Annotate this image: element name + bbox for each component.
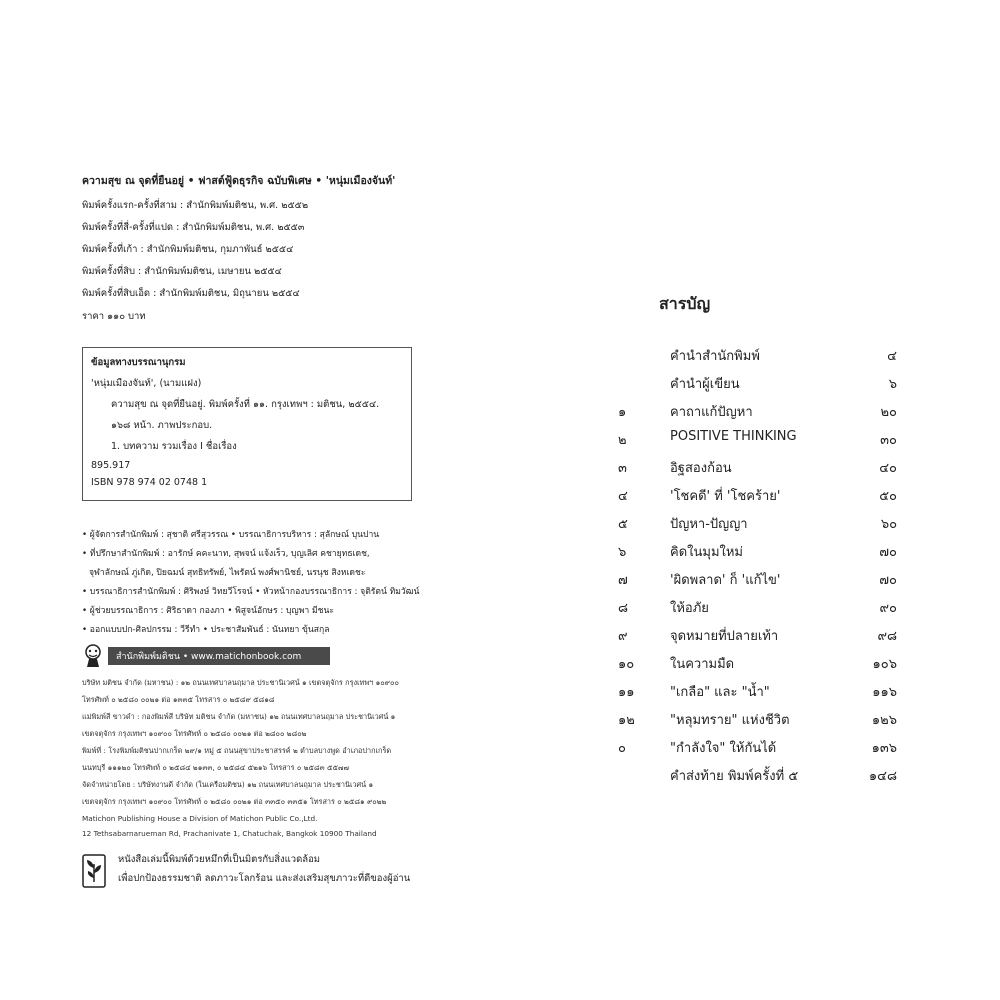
address-line: นนทบุรี ๑๑๑๒๐ โทรศัพท์ ๐ ๒๕๘๔ ๒๑๓๓, ๐ ๒๕๘๔ ๕๒๑๖ โทรสาร ๐ ๒๕๘๓ ๕๕๗๗ [82,763,349,772]
chapter-number: ๒ [618,433,627,448]
eco-note-line: เพื่อปกป้องธรรมชาติ ลดภาวะโลกร้อน และส่งเสริมสุขภาวะที่ดีของผู้อ่าน [118,873,411,884]
catalog-class-number: 895.917 [91,460,131,471]
page-number: ๑๔๘ [868,769,897,784]
chapter-number: ๓ [618,461,627,476]
chapter-number: ๔ [618,489,628,504]
chapter-title: อิฐสองก้อน [670,461,732,476]
chapter-number: ๘ [618,601,629,616]
publisher-bar [82,644,442,668]
chapter-number: ๑ [618,405,627,420]
toc-entry [615,597,905,625]
toc-entry [615,373,905,401]
page-number: ๗๐ [879,573,897,588]
page-number: ๔ [887,349,897,364]
toc-entry [615,401,905,429]
toc-entry [615,681,905,709]
table-of-contents [615,292,905,793]
chapter-number: ๖ [618,545,627,560]
page-number: ๑๒๖ [871,713,897,728]
catalog-description: ความสุข ณ จุดที่ยืนอยู่. พิมพ์ครั้งที่ ๑๑. กรุงเทพฯ : มติชน, ๒๕๕๔. [111,399,380,410]
page-number: ๑๐๖ [872,657,897,672]
printing-line: พิมพ์ครั้งที่เก้า : สำนักพิมพ์มติชน, กุมภาพันธ์ ๒๕๕๔ [82,244,294,255]
toc-entry [615,709,905,737]
imprint-page [82,172,442,890]
catalog-heading: ข้อมูลทางบรรณานุกรม [91,357,186,368]
page-number: ๙๘ [877,629,897,644]
page-number: ๙๐ [879,601,897,616]
address-line: Matichon Publishing House a Division of Matichon Public Co.,Ltd. [82,814,318,823]
chapter-number: ๑๐ [618,657,635,672]
credits-block [82,527,442,636]
chapter-title: "หลุมทราย" แห่งชีวิต [670,713,790,728]
printing-line: พิมพ์ครั้งที่สี่-ครั้งที่แปด : สำนักพิมพ์มติชน, พ.ศ. ๒๕๕๓ [82,222,305,233]
chapter-title: จุดหมายที่ปลายเท้า [670,629,779,644]
page-number: ๑๑๖ [872,685,897,700]
page-number: ๒๐ [880,405,897,420]
catalog-isbn: ISBN 978 974 02 0748 1 [91,477,208,488]
chapter-number: ๑๒ [618,713,635,728]
toc-entry [615,457,905,485]
chapter-number: ๙ [618,629,628,644]
toc-entry [615,541,905,569]
address-line: บริษัท มติชน จำกัด (มหาชน) : ๑๒ ถนนเทศบาลนฤมาล ประชานิเวศน์ ๑ เขตจตุจักร กรุงเทพฯ ๑๐๙๐๐ [82,678,399,687]
address-line: เขตจตุจักร กรุงเทพฯ ๑๐๙๐๐ โทรศัพท์ ๐ ๒๕๘๐ ๐๐๒๑ ต่อ ๒๘๐๐ ๒๘๐๒ [82,729,307,738]
chapter-title: ปัญหา-ปัญญา [670,517,748,532]
chapter-title: "เกลือ" และ "น้ำ" [670,685,770,700]
chapter-title: คาถาแก้ปัญหา [670,405,753,420]
page-number: ๔๐ [879,461,897,476]
address-line: พิมพ์ที่ : โรงพิมพ์มติชนปากเกร็ด ๒๙/๑ หมู่ ๕ ถนนสุขาประชาสรรค์ ๒ ตำบลบางพูด อำเภอปากเกร็ด [82,746,392,755]
chapter-title: คำนำสำนักพิมพ์ [670,349,760,364]
toc-entry [615,429,905,457]
credit-line: • ผู้จัดการสำนักพิมพ์ : สุชาติ ศรีสุวรรณ • บรรณาธิการบริหาร : สุลักษณ์ บุนปาน [82,530,380,540]
chapter-title: คำส่งท้าย พิมพ์ครั้งที่ ๕ [670,769,799,784]
chapter-title: 'โชคดี' ที่ 'โชคร้าย' [670,489,781,504]
chapter-title: "กำลังใจ" ให้กันได้ [670,741,777,756]
page-number: ๖ [888,377,897,392]
printing-line: พิมพ์ครั้งแรก-ครั้งที่สาม : สำนักพิมพ์มติชน, พ.ศ. ๒๕๕๒ [82,200,309,211]
address-block [82,678,442,838]
toc-title: สารบัญ [659,294,711,313]
chapter-title: ในความมืด [670,657,735,672]
toc-entry [615,513,905,541]
eco-note [82,852,442,890]
chapter-title: คิดในมุมใหม่ [670,545,743,560]
page-number: ๓๐ [880,433,897,448]
toc-entry [615,625,905,653]
book-title-line: ความสุข ณ จุดที่ยืนอยู่ • ฟาสต์ฟู้ดธุรกิจ ฉบับพิเศษ • 'หนุ่มเมืองจันท์' [82,175,396,187]
chapter-number: ๐ [618,741,626,756]
catalog-author: 'หนุ่มเมืองจันท์', (นามแฝง) [91,378,202,389]
address-line: 12 Tethsabarnarueman Rd, Prachanivate 1, Chatuchak, Bangkok 10900 Thailand [82,829,377,838]
chapter-title: ให้อภัย [670,601,709,616]
toc-entry [615,345,905,373]
toc-entry [615,653,905,681]
eco-leaf-icon [82,854,106,888]
toc-list [615,345,905,793]
printing-line: พิมพ์ครั้งที่สิบ : สำนักพิมพ์มติชน, เมษายน ๒๕๕๔ [82,266,282,277]
catalog-subjects: 1. บทความ รวมเรื่อง I ชื่อเรื่อง [111,441,237,452]
toc-entry [615,569,905,597]
eco-note-line: หนังสือเล่มนี้พิมพ์ด้วยหมึกที่เป็นมิตรกับสิ่งแวดล้อม [118,854,321,865]
credit-line: จุฬาลักษณ์ ภู่เกิด, ปิยฉมน์ สุทธิทรัพย์, ไพรัตน์ พงศ์พานิชย์, นรนุช สิงหเดชะ [89,568,366,578]
credit-line: • ผู้ช่วยบรรณาธิการ : ศิริธาดา กองภา • พิสูจน์อักษร : บุญพา มีชนะ [82,606,334,616]
chapter-number: ๕ [618,517,628,532]
price-line: ราคา ๑๑๐ บาท [82,311,146,322]
page-number: ๗๐ [879,545,897,560]
chapter-title: 'ผิดพลาด' ก็ 'แก้ไข' [670,573,781,588]
toc-entry [615,485,905,513]
toc-entry [615,765,905,793]
address-line: โทรศัพท์ ๐ ๒๕๘๐ ๐๐๒๑ ต่อ ๑๓๓๕ โทรสาร ๐ ๒๕๘๙ ๕๘๑๘ [82,695,275,704]
printing-line: พิมพ์ครั้งที่สิบเอ็ด : สำนักพิมพ์มติชน, มิถุนายน ๒๕๕๔ [82,288,300,299]
catalog-box [82,347,412,501]
chapter-title: คำนำผู้เขียน [670,377,740,392]
page-number: ๖๐ [880,517,897,532]
address-line: เขตจตุจักร กรุงเทพฯ ๑๐๙๐๐ โทรศัพท์ ๐ ๒๕๘๐ ๐๐๒๑ ต่อ ๓๓๕๐ ๓๓๕๑ โทรสาร ๐ ๒๕๘๑ ๙๐๒๒ [82,797,387,806]
chapter-title: POSITIVE THINKING [670,429,797,444]
credit-line: • ออกแบบปก-ศิลปกรรม : วีรีทำ • ประชาสัมพันธ์ : นันทยา ขุ้นสกุล [82,625,330,635]
address-line: แม่พิมพ์สี ขาวดำ : กองพิมพ์สี บริษัท มติชน จำกัด (มหาชน) ๑๒ ถนนเทศบาลนฤมาล ประชานิเวศน์ ๑ [82,712,396,721]
address-line: จัดจำหน่ายโดย : บริษัทงานดี จำกัด (ในเครือมติชน) ๑๒ ถนนเทศบาลนฤมาล ประชานิเวศน์ ๑ [82,780,374,789]
catalog-pages: ๑๖๘ หน้า. ภาพประกอบ. [111,420,213,431]
publisher-mascot-icon [82,644,104,668]
credit-line: • บรรณาธิการสำนักพิมพ์ : ศิริพงษ์ วิทยวีโรจน์ • หัวหน้ากองบรรณาธิการ : จุติรัตน์ ทิมวัฒน์ [82,587,420,597]
chapter-number: ๗ [618,573,628,588]
toc-entry [615,737,905,765]
page-number: ๑๓๖ [871,741,897,756]
credit-line: • ที่ปรึกษาสำนักพิมพ์ : อารักษ์ คคะนาท, สุพจน์ แจ้งเร็ว, บุญเลิศ คชายุทธเดช, [82,549,370,559]
page-number: ๕๐ [879,489,897,504]
publisher-label: สำนักพิมพ์มติชน • www.matichonbook.com [108,647,330,665]
chapter-number: ๑๑ [618,685,635,700]
